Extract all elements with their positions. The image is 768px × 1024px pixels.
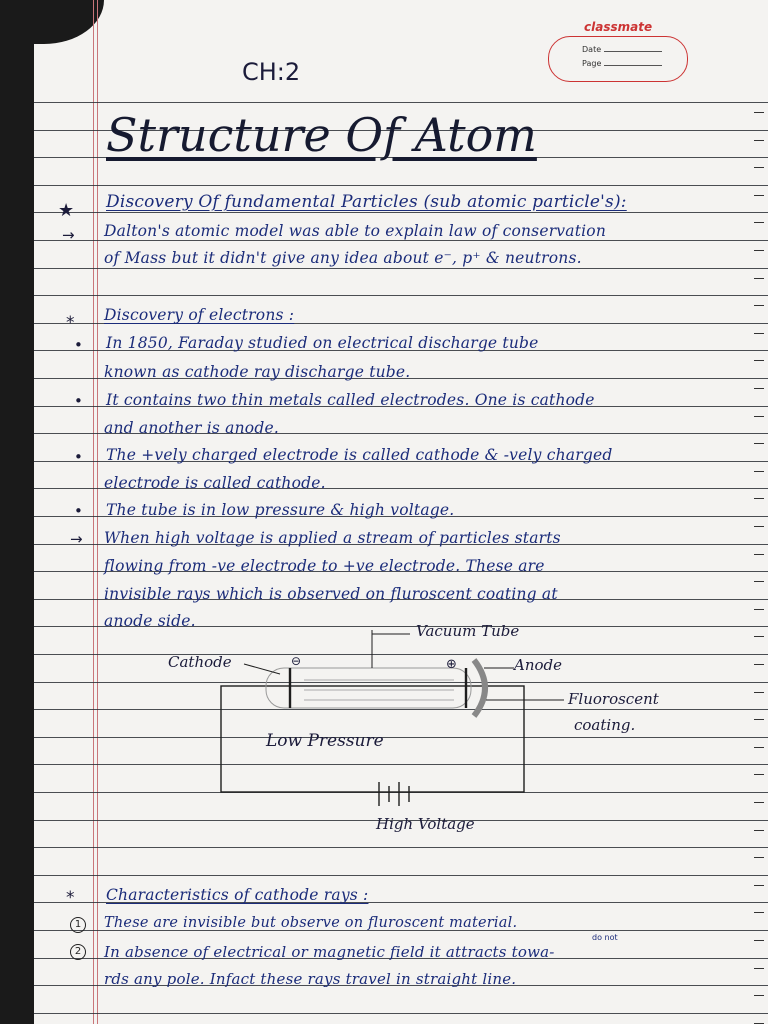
plus-sign-icon: ⊕ xyxy=(446,657,457,672)
fluorescent-label: Fluoroscent xyxy=(568,690,659,708)
text-line: electrode is called cathode. xyxy=(104,474,326,492)
ray-arrows xyxy=(304,680,454,700)
heading-discovery-fundamental: Discovery Of fundamental Particles (sub atomic particle's): xyxy=(106,192,627,212)
bullet-marker: • xyxy=(74,502,83,520)
page-title: Structure Of Atom xyxy=(106,108,537,162)
heading-discovery-electrons: Discovery of electrons : xyxy=(104,306,295,324)
star-marker: ★ xyxy=(58,200,75,221)
chapter-heading: CH:2 xyxy=(242,58,301,86)
high-voltage-label: High Voltage xyxy=(376,815,475,833)
fluorescent-coating xyxy=(474,660,485,716)
notebook-page xyxy=(34,0,768,1024)
asterisk-marker: * xyxy=(66,313,75,333)
cathode-ray-tube-diagram xyxy=(34,0,768,1024)
text-line: rds any pole. Infact these rays travel in straight line. xyxy=(104,970,517,988)
text-line: In 1850, Faraday studied on electrical discharge tube xyxy=(106,334,539,352)
bullet-marker: • xyxy=(74,392,83,410)
bullet-marker: • xyxy=(74,448,83,466)
number-1-marker: 1 xyxy=(70,917,86,933)
text-line: These are invisible but observe on fluroscent material. xyxy=(104,915,518,931)
text-line: The tube is in low pressure & high voltage. xyxy=(106,501,455,519)
text-line: Dalton's atomic model was able to explain law of conservation xyxy=(104,222,607,240)
arrow-marker: → xyxy=(62,226,75,244)
text-line: flowing from -ve electrode to +ve electrode. These are xyxy=(104,557,545,575)
text-line: It contains two thin metals called electrodes. One is cathode xyxy=(106,391,595,409)
cathode-arrow xyxy=(244,664,280,674)
low-pressure-label: Low Pressure xyxy=(266,731,384,751)
cathode-label: Cathode xyxy=(168,653,232,671)
anode-label: Anode xyxy=(514,656,563,674)
bullet-marker: • xyxy=(74,336,83,354)
vacuum-tube-label: Vacuum Tube xyxy=(416,622,520,640)
coating-label: coating. xyxy=(574,716,636,734)
insert-note: do not xyxy=(592,933,618,942)
arrow-marker: → xyxy=(70,530,83,548)
text-line: In absence of electrical or magnetic field it attracts towa- xyxy=(104,943,555,961)
minus-sign-icon: ⊖ xyxy=(291,654,302,668)
brand-logo: classmate xyxy=(584,20,653,34)
text-line: of Mass but it didn't give any idea about e⁻, p⁺ & neutrons. xyxy=(104,249,582,267)
text-line: When high voltage is applied a stream of particles starts xyxy=(104,529,561,547)
page-field: Page xyxy=(582,59,662,68)
date-field: Date xyxy=(582,45,662,54)
text-line: anode side. xyxy=(104,612,196,630)
text-line: invisible rays which is observed on fluroscent coating at xyxy=(104,585,558,603)
text-line: The +vely charged electrode is called cathode & -vely charged xyxy=(106,446,613,464)
text-line: known as cathode ray discharge tube. xyxy=(104,363,411,381)
asterisk-marker: * xyxy=(66,888,75,908)
discharge-tube xyxy=(266,668,471,708)
heading-characteristics: Characteristics of cathode rays : xyxy=(106,886,369,904)
text-line: and another is anode. xyxy=(104,419,279,437)
number-2-marker: 2 xyxy=(70,944,86,960)
